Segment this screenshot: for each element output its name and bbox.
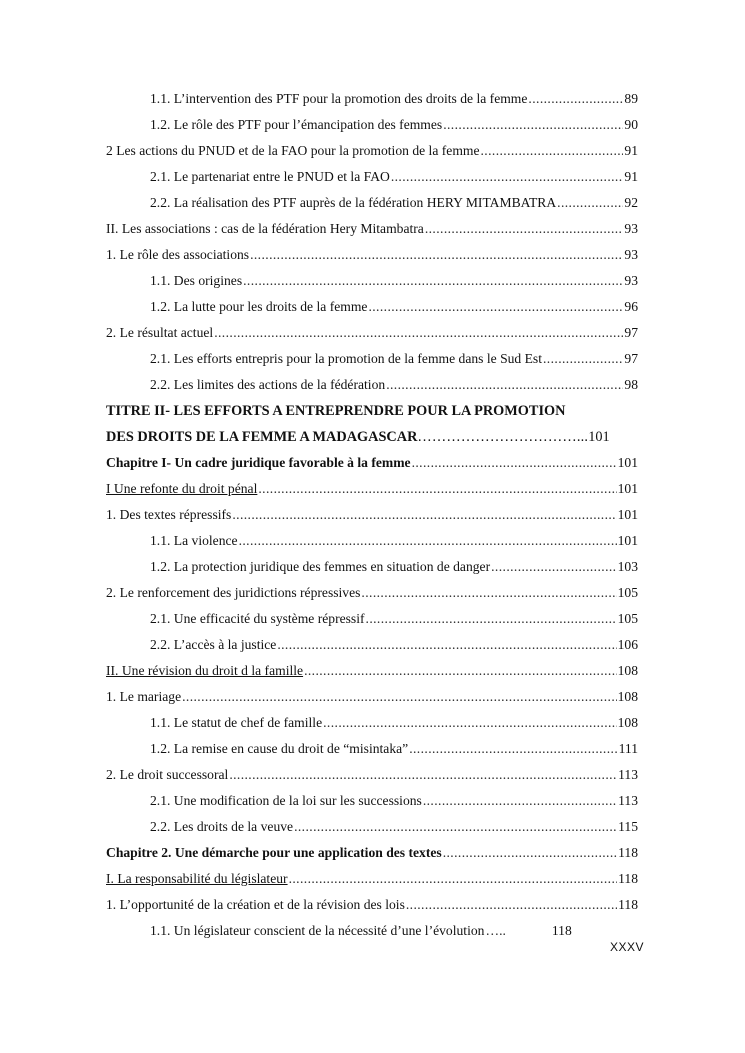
titre-leader: ……………………………...: [417, 429, 589, 445]
toc-entry[interactable]: [106, 294, 638, 320]
toc-entry-title: II. Les associations : cas de la fédération Hery Mitambatra: [106, 221, 424, 236]
toc-entry-page: 113: [618, 793, 638, 808]
toc-entry[interactable]: [106, 242, 638, 268]
toc-entry[interactable]: [106, 554, 638, 580]
toc-entry-page: 93: [624, 247, 638, 262]
dot-leader: [481, 138, 624, 164]
toc-section-1: [106, 86, 638, 398]
toc-entry-title: Chapitre 2. Une démarche pour une application des textes: [106, 845, 442, 860]
toc-entry-page: 90: [624, 117, 638, 132]
toc-entry[interactable]: [106, 320, 638, 346]
toc-entry-page: 93: [624, 221, 638, 236]
dot-leader: [232, 502, 616, 528]
toc-entry-page: 118: [551, 923, 572, 938]
toc-entry-title: 2 Les actions du PNUD et de la FAO pour la promotion de la femme: [106, 143, 480, 158]
toc-entry-page: 108: [617, 689, 638, 704]
toc-entry[interactable]: [106, 346, 638, 372]
toc-entry-page: 101: [617, 455, 638, 470]
toc-entry-page: 98: [624, 377, 638, 392]
toc-entry-title: 1.1. La violence: [150, 533, 238, 548]
toc-entry-title: 2.2. Les droits de la veuve: [150, 819, 294, 834]
toc-entry-page: 118: [618, 845, 638, 860]
dot-leader: [239, 528, 617, 554]
toc-entry-page: 101: [617, 481, 638, 496]
toc-entry[interactable]: [106, 112, 638, 138]
toc-entry-title: 1. Des textes répressifs: [106, 507, 232, 522]
toc-entry-page: 118: [618, 871, 638, 886]
dot-leader: [386, 372, 623, 398]
toc-entry[interactable]: [106, 710, 638, 736]
titre-heading-line1: TITRE II- LES EFFORTS A ENTREPRENDRE POUR LA PROMOTION: [106, 403, 566, 419]
toc-entry-page: 96: [624, 299, 638, 314]
toc-entry-page: 89: [624, 91, 638, 106]
toc-entry-title: 2.1. Une modification de la loi sur les successions: [150, 793, 422, 808]
dot-leader: [406, 892, 617, 918]
dot-leader: [412, 450, 617, 476]
toc-entry[interactable]: [106, 528, 638, 554]
dot-leader: [423, 788, 617, 814]
toc-entry[interactable]: [106, 450, 638, 476]
dot-leader: [366, 606, 617, 632]
table-of-contents: [106, 86, 638, 944]
toc-entry-page: 105: [617, 585, 638, 600]
toc-entry-title: 1. L’opportunité de la création et de la révision des lois: [106, 897, 405, 912]
toc-entry[interactable]: [106, 684, 638, 710]
toc-entry-page: 91: [624, 143, 638, 158]
toc-entry-title: 1.2. La protection juridique des femmes en situation de danger: [150, 559, 491, 574]
toc-entry-title: 2. Le droit successoral: [106, 767, 229, 782]
titre-heading-line2: [106, 424, 638, 450]
toc-entry-title: 1.1. Des origines: [150, 273, 243, 288]
toc-entry-title: 1. Le mariage: [106, 689, 182, 704]
toc-entry[interactable]: [106, 840, 638, 866]
toc-entry-page: 115: [618, 819, 638, 834]
toc-entry-title: 1.2. Le rôle des PTF pour l’émancipation des femmes: [150, 117, 443, 132]
toc-entry[interactable]: [106, 606, 638, 632]
toc-entry[interactable]: [106, 658, 638, 684]
dot-leader: [361, 580, 616, 606]
dot-leader: [323, 710, 616, 736]
dot-leader: [443, 112, 623, 138]
toc-entry-page: 106: [617, 637, 638, 652]
dot-leader: [368, 294, 623, 320]
toc-entry-title: 2.1. Le partenariat entre le PNUD et la FAO: [150, 169, 390, 184]
toc-entry-title: 2. Le renforcement des juridictions répressives: [106, 585, 361, 600]
dot-leader: [182, 684, 617, 710]
toc-entry-title: 1.2. La lutte pour les droits de la femme: [150, 299, 368, 314]
toc-entry-title: 1.2. La remise en cause du droit de “misintaka”: [150, 741, 409, 756]
dot-leader: [289, 866, 618, 892]
toc-entry[interactable]: [106, 138, 638, 164]
dot-leader: [258, 476, 616, 502]
toc-entry-page: 105: [617, 611, 638, 626]
dot-leader: [294, 814, 617, 840]
toc-entry[interactable]: [106, 736, 638, 762]
toc-entry-title: 1.1. L’intervention des PTF pour la promotion des droits de la femme: [150, 91, 528, 106]
toc-entry-page: 97: [624, 351, 638, 366]
toc-entry-title: 2. Le résultat actuel: [106, 325, 214, 340]
toc-entry-title: 1.1. Un législateur conscient de la nécessité d’une l’évolution: [150, 923, 485, 938]
dot-leader: [277, 632, 616, 658]
toc-entry-title: I. La responsabilité du législateur: [106, 871, 288, 886]
toc-entry[interactable]: [106, 502, 638, 528]
toc-entry-title: 1. Le rôle des associations: [106, 247, 250, 262]
toc-entry[interactable]: [106, 268, 638, 294]
dot-leader: [543, 346, 623, 372]
toc-entry[interactable]: [106, 86, 638, 112]
dot-leader: [557, 190, 623, 216]
toc-entry-page: 92: [624, 195, 638, 210]
dot-leader: [229, 762, 617, 788]
dot-leader: [391, 164, 624, 190]
titre-heading-line2-text: DES DROITS DE LA FEMME A MADAGASCAR: [106, 429, 418, 445]
dot-leader: [304, 658, 617, 684]
toc-entry-page: 113: [618, 767, 638, 782]
toc-entry[interactable]: [106, 164, 638, 190]
dot-leader: [528, 86, 623, 112]
toc-entry-title: 2.2. Les limites des actions de la fédération: [150, 377, 386, 392]
toc-entry-page: 93: [624, 273, 638, 288]
toc-entry[interactable]: [106, 788, 638, 814]
page-number-roman: XXXV: [610, 940, 645, 954]
toc-entry[interactable]: [106, 190, 638, 216]
toc-entry-title: 2.2. L’accès à la justice: [150, 637, 277, 652]
toc-entry[interactable]: [106, 216, 638, 242]
toc-entry-page: 101: [617, 533, 638, 548]
toc-entry[interactable]: [106, 892, 638, 918]
toc-section-2: [106, 450, 638, 944]
dot-leader: [243, 268, 623, 294]
toc-entry-page: 103: [617, 559, 638, 574]
dot-leader: [250, 242, 623, 268]
toc-entry-page: 108: [617, 663, 638, 678]
toc-entry[interactable]: [106, 632, 638, 658]
toc-entry-title: Chapitre I- Un cadre juridique favorable à la femme: [106, 455, 411, 470]
toc-entry-page: 101: [617, 507, 638, 522]
toc-entry-title: 1.1. Le statut de chef de famille: [150, 715, 323, 730]
dot-leader: [214, 320, 623, 346]
toc-entry-page: 118: [618, 897, 638, 912]
toc-entry-page: 97: [624, 325, 638, 340]
toc-entry[interactable]: [106, 866, 638, 892]
toc-entry[interactable]: [106, 762, 638, 788]
toc-entry[interactable]: [106, 580, 638, 606]
dot-leader: [425, 216, 624, 242]
dot-leader: [409, 736, 617, 762]
toc-entry[interactable]: [106, 918, 638, 944]
dot-leader: [443, 840, 617, 866]
toc-entry-page: 91: [624, 169, 638, 184]
toc-entry-page: 108: [617, 715, 638, 730]
toc-entry-title: II. Une révision du droit d la famille: [106, 663, 304, 678]
toc-entry[interactable]: [106, 814, 638, 840]
dot-leader: [491, 554, 616, 580]
toc-entry[interactable]: [106, 476, 638, 502]
toc-entry-title: I Une refonte du droit pénal: [106, 481, 258, 496]
toc-entry-title: 2.1. Les efforts entrepris pour la promotion de la femme dans le Sud Est: [150, 351, 542, 366]
toc-entry[interactable]: [106, 372, 638, 398]
toc-entry-title: 2.2. La réalisation des PTF auprès de la fédération HERY MITAMBATRA: [150, 195, 557, 210]
dot-leader: [485, 918, 505, 944]
toc-entry-page: 111: [618, 741, 638, 756]
titre-page-number: 101: [588, 429, 610, 445]
toc-entry-title: 2.1. Une efficacité du système répressif: [150, 611, 365, 626]
